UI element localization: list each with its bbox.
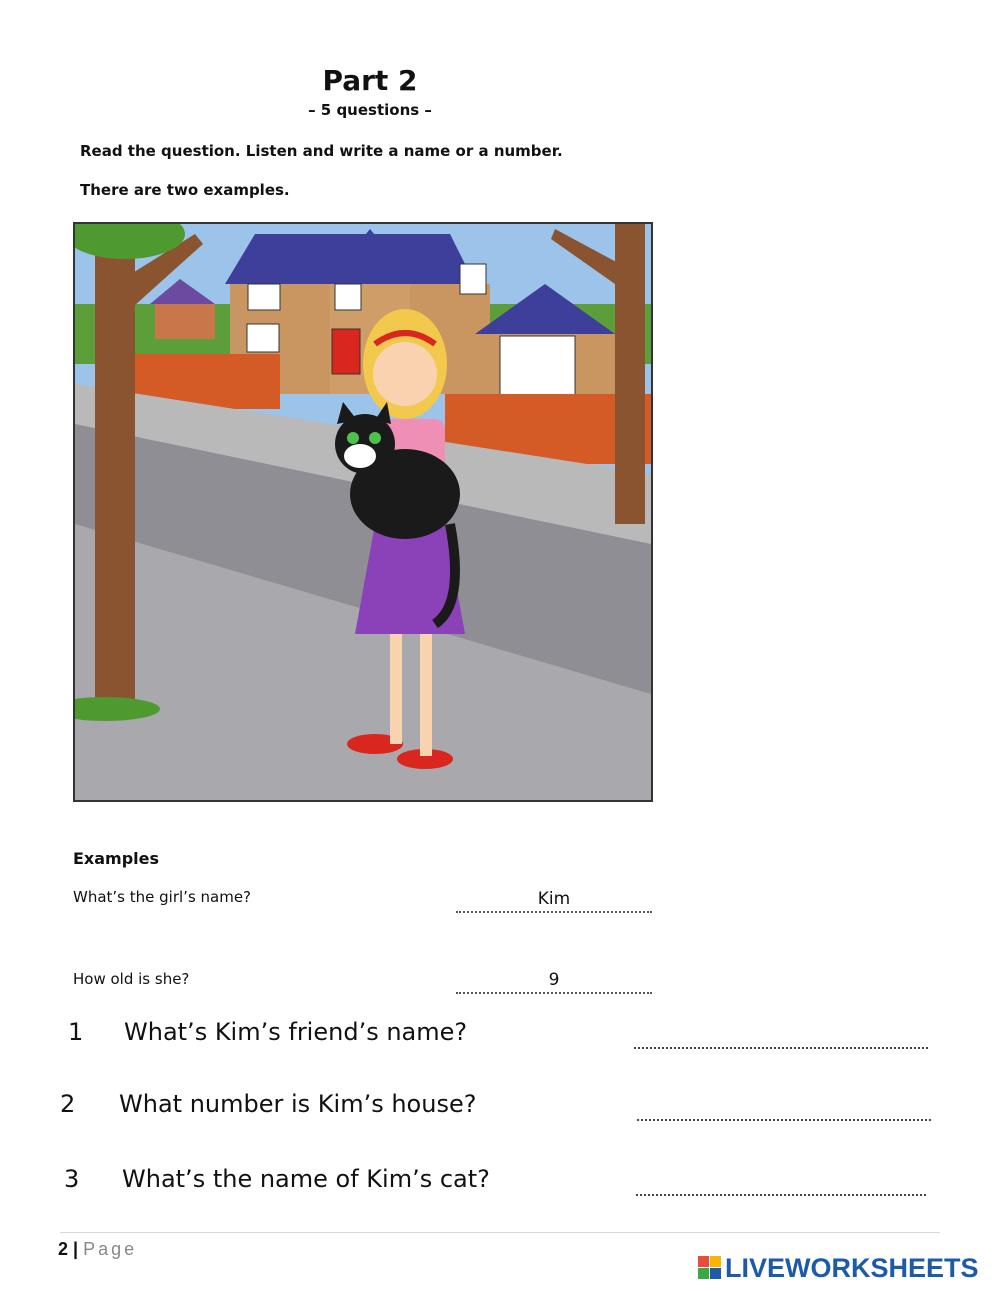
- girl-with-cat-picture: [75, 224, 651, 800]
- instruction-text: Read the question. Listen and write a name or a number.: [80, 142, 563, 160]
- example-question-2: How old is she?: [73, 970, 190, 988]
- answer-field-3[interactable]: [636, 1192, 926, 1196]
- example-question-1: What’s the girl’s name?: [73, 888, 252, 906]
- examples-note: There are two examples.: [80, 181, 290, 199]
- answer-field-1[interactable]: [634, 1045, 928, 1049]
- question-number-2: 2: [60, 1090, 76, 1118]
- page-label: Page: [83, 1239, 138, 1259]
- liveworksheets-logo-icon: [698, 1256, 722, 1280]
- page-number: [58, 1239, 137, 1260]
- street-illustration: [73, 222, 653, 802]
- example-answer-2: 9: [456, 970, 652, 994]
- question-text-1: What’s Kim’s friend’s name?: [124, 1018, 468, 1046]
- question-number-1: 1: [68, 1018, 84, 1046]
- footer-divider: [60, 1232, 940, 1233]
- examples-heading: Examples: [73, 849, 160, 868]
- question-text-3: What’s the name of Kim’s cat?: [122, 1165, 490, 1193]
- answer-field-2[interactable]: [637, 1117, 931, 1121]
- question-number-3: 3: [64, 1165, 80, 1193]
- page-title: Part 2: [322, 64, 418, 97]
- liveworksheets-brand[interactable]: [698, 1253, 979, 1283]
- example-answer-1: Kim: [456, 889, 652, 913]
- page-number-value: 2 |: [58, 1239, 79, 1259]
- brand-name: LIVEWORKSHEETS: [725, 1252, 979, 1283]
- question-text-2: What number is Kim’s house?: [119, 1090, 477, 1118]
- page-subtitle: – 5 questions –: [308, 101, 432, 119]
